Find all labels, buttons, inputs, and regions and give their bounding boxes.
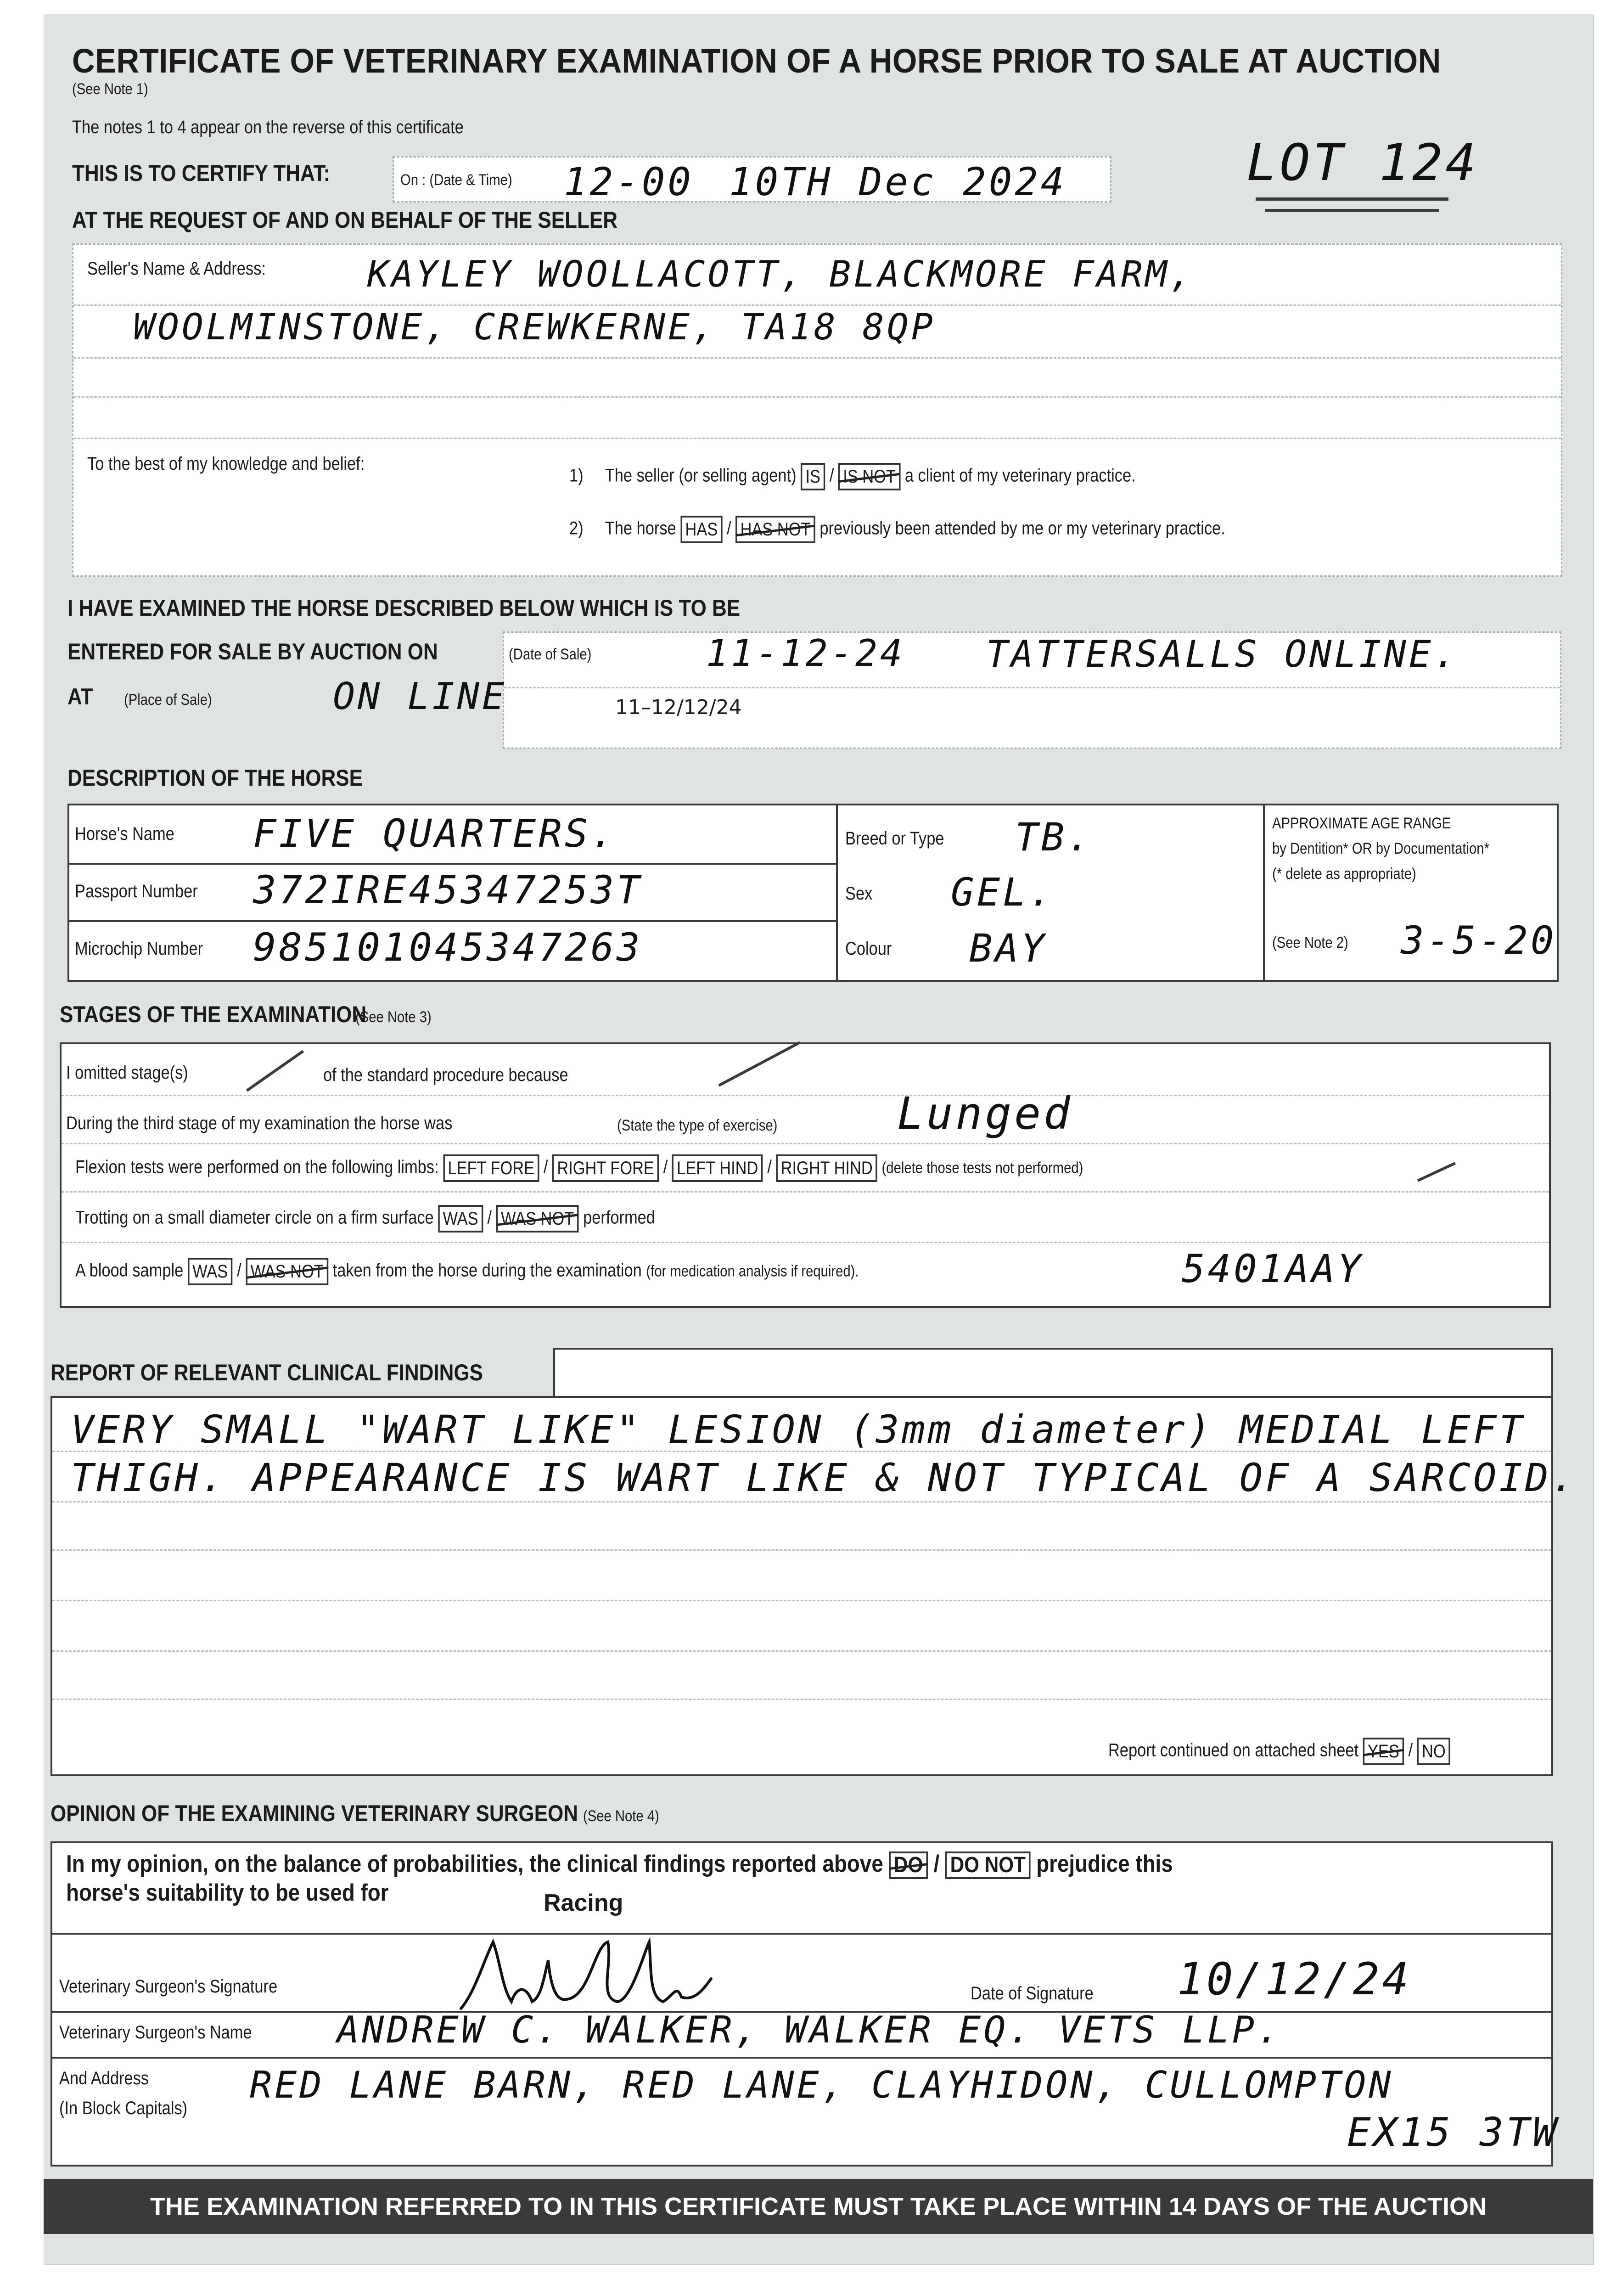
date-signature-value[interactable]: 10/12/24 — [1177, 1953, 1412, 2005]
seller-label: Seller's Name & Address: — [87, 259, 266, 279]
seller-line-1[interactable]: KAYLEY WOOLLACOTT, BLACKMORE FARM, — [367, 254, 1194, 295]
sale-date-value: 11-12-24 — [706, 632, 905, 675]
age-line-3: (* delete as appropriate) — [1272, 865, 1416, 883]
blood-was-not-option[interactable]: WAS NOT — [246, 1258, 328, 1285]
notes-line: The notes 1 to 4 appear on the reverse of this certificate — [72, 117, 464, 137]
on-label: On : (Date & Time) — [400, 171, 512, 189]
report-continued-label: Report continued on attached sheet — [1108, 1740, 1359, 1761]
breed-value[interactable]: TB. — [1015, 815, 1093, 860]
third-stage-value[interactable]: Lunged — [897, 1088, 1073, 1139]
signature-label: Veterinary Surgeon's Signature — [59, 1976, 278, 1997]
trotting-was-option[interactable]: WAS — [438, 1205, 483, 1232]
passport-label: Passport Number — [75, 881, 198, 901]
desc-divider-1 — [836, 805, 838, 980]
report-header-box — [553, 1348, 1553, 1398]
colour-label: Colour — [845, 939, 892, 959]
lot-underline-2 — [1265, 209, 1439, 212]
address-label: And Address — [59, 2068, 149, 2088]
sex-value[interactable]: GEL. — [951, 870, 1055, 915]
opinion-text-1: In my opinion, on the balance of probabilities, the clinical findings reported above — [66, 1851, 883, 1877]
opinion-box — [51, 1841, 1560, 2167]
report-rule-6 — [52, 1699, 1551, 1700]
lot-number: LOT 124 — [1246, 133, 1479, 192]
blood-label: A blood sample — [75, 1260, 184, 1281]
on-time-value: 12-00 — [564, 159, 694, 204]
flexion-right-fore[interactable]: RIGHT FORE — [552, 1154, 659, 1182]
opinion-see-note: (See Note 4) — [583, 1807, 659, 1825]
report-line-2: THIGH. APPEARANCE IS WART LIKE & NOT TYPICAL OF A SARCOID. — [71, 1455, 1577, 1500]
blood-hint: (for medication analysis if required). — [646, 1262, 859, 1280]
flexion-label: Flexion tests were performed on the following limbs: — [75, 1157, 439, 1177]
desc-row-rule-1 — [69, 863, 836, 865]
seller-is-option[interactable]: IS — [801, 463, 825, 490]
signature-drawing — [456, 1933, 713, 2013]
entered-label: ENTERED FOR SALE BY AUCTION ON — [67, 639, 438, 664]
item1-post: a client of my veterinary practice. — [904, 465, 1136, 486]
age-note: (See Note 2) — [1272, 934, 1348, 951]
continued-no-option[interactable]: NO — [1417, 1738, 1450, 1765]
flexion-row: Flexion tests were performed on the following limbs: LEFT FORE / RIGHT FORE / LEFT HIND / RIGHT HIND (delete those tests not performed) — [75, 1154, 1083, 1182]
sale-name-value: TATTERSALLS ONLINE. — [986, 633, 1459, 675]
item2-number: 2) — [569, 518, 584, 539]
horse-name-value[interactable]: FIVE QUARTERS. — [253, 811, 617, 856]
opinion-rule-3 — [52, 2057, 1551, 2059]
report-box[interactable] — [51, 1396, 1577, 1776]
seller-line-2[interactable]: WOOLMINSTONE, CREWKERNE, TA18 8QP — [133, 307, 936, 348]
knowledge-label: To the best of my knowledge and belief: — [87, 454, 365, 474]
third-stage-hint: (State the type of exercise) — [617, 1117, 778, 1134]
printed-sale-dates: 11–12/12/24 — [615, 696, 742, 719]
age-title: APPROXIMATE AGE RANGE — [1272, 815, 1451, 832]
item2-text: The horse — [605, 518, 676, 539]
seller-rule-3 — [73, 396, 1561, 398]
flexion-right-hind[interactable]: RIGHT HIND — [776, 1154, 877, 1182]
horse-name-label: Horse's Name — [75, 824, 174, 844]
opinion-use-value[interactable]: Racing — [544, 1890, 623, 1916]
report-rule-5 — [52, 1650, 1551, 1652]
opinion-do-option[interactable]: DO — [889, 1851, 927, 1879]
seller-rule-1 — [73, 304, 1561, 306]
stages-rule-4 — [62, 1242, 1549, 1243]
stages-see-note: (See Note 3) — [355, 1008, 432, 1026]
report-section-label: REPORT OF RELEVANT CLINICAL FINDINGS — [51, 1360, 483, 1385]
date-signature-label: Date of Signature — [971, 1983, 1094, 2003]
stages-heading — [60, 1001, 444, 1028]
flexion-tick — [1417, 1162, 1456, 1182]
seller-rule-2 — [73, 357, 1561, 359]
request-label: AT THE REQUEST OF AND ON BEHALF OF THE SELLER — [72, 207, 617, 233]
report-continued-row: Report continued on attached sheet YES / NO — [1108, 1738, 1450, 1765]
trotting-label: Trotting on a small diameter circle on a firm surface — [75, 1207, 434, 1228]
opinion-section-label: OPINION OF THE EXAMINING VETERINARY SURGEON — [51, 1801, 578, 1826]
on-date-value: 10TH Dec 2024 — [729, 159, 1067, 204]
see-note-1: (See Note 1) — [72, 80, 148, 98]
colour-value[interactable]: BAY — [969, 926, 1047, 971]
stages-rule-3 — [62, 1191, 1549, 1193]
trotting-was-not-option[interactable]: WAS NOT — [496, 1205, 579, 1232]
certify-label: THIS IS TO CERTIFY THAT: — [72, 160, 331, 186]
report-rule-2 — [52, 1501, 1551, 1503]
seller-is-not-option[interactable]: IS NOT — [838, 463, 900, 490]
stages-rule-1 — [62, 1095, 1549, 1096]
examined-label: I HAVE EXAMINED THE HORSE DESCRIBED BELOW WHICH IS TO BE — [67, 595, 741, 621]
place-label: (Place of Sale) — [124, 691, 212, 709]
knowledge-item-2: 2) The horse HAS / HAS NOT previously been attended by me or my veterinary practice. — [569, 516, 1225, 543]
sale-rule — [504, 687, 1560, 688]
blood-row: A blood sample WAS / WAS NOT taken from the horse during the examination (for medication analysis if required). — [75, 1258, 859, 1285]
vet-signature[interactable] — [456, 1933, 713, 2013]
sale-date-label: (Date of Sale) — [509, 646, 592, 663]
opinion-text-row: In my opinion, on the balance of probabilities, the clinical findings reported above DO / DO NOT prejudice this — [66, 1850, 1173, 1879]
stages-table — [60, 1042, 1551, 1308]
age-line-2: by Dentition* OR by Documentation* — [1272, 840, 1489, 857]
stages-section-label: STAGES OF THE EXAMINATION — [60, 1002, 367, 1027]
description-section-label: DESCRIPTION OF THE HORSE — [67, 765, 363, 791]
horse-has-not-option[interactable]: HAS NOT — [735, 516, 815, 543]
vet-postcode-value[interactable]: EX15 3TW — [1347, 2110, 1560, 2155]
seller-section — [72, 243, 1562, 577]
sex-label: Sex — [845, 884, 873, 904]
opinion-text-2: horse's suitability to be used for — [66, 1880, 389, 1906]
opinion-rule-1 — [52, 1933, 1551, 1935]
certificate-title: CERTIFICATE OF VETERINARY EXAMINATION OF A HORSE PRIOR TO SALE AT AUCTION — [72, 42, 1441, 80]
vet-address-value[interactable]: RED LANE BARN, RED LANE, CLAYHIDON, CULLOMPTON — [250, 2064, 1394, 2106]
report-line-1: VERY SMALL "WART LIKE" LESION (3mm diameter) MEDIAL LEFT — [71, 1407, 1526, 1452]
microchip-label: Microchip Number — [75, 939, 203, 959]
sale-date-field[interactable] — [503, 631, 1561, 749]
omitted-mid: of the standard procedure because — [323, 1065, 568, 1085]
vet-name-label: Veterinary Surgeon's Name — [59, 2022, 252, 2043]
address-label-2: (In Block Capitals) — [59, 2098, 188, 2118]
item1-number: 1) — [569, 465, 584, 486]
lot-underline-1 — [1256, 197, 1448, 201]
passport-value[interactable]: 372IRE45347253T — [253, 867, 643, 912]
microchip-value[interactable]: 985101045347263 — [253, 925, 643, 970]
description-table — [67, 804, 1559, 982]
seller-rule-4 — [73, 438, 1561, 439]
knowledge-item-1: 1) The seller (or selling agent) IS / IS NOT a client of my veterinary practice. — [569, 463, 1136, 490]
blood-post: taken from the horse during the examination — [332, 1260, 642, 1281]
flexion-left-fore[interactable]: LEFT FORE — [443, 1154, 539, 1182]
continued-yes-option[interactable]: YES — [1363, 1738, 1404, 1765]
blood-sample-value[interactable]: 5401AAY — [1182, 1246, 1364, 1291]
item2-post: previously been attended by me or my veterinary practice. — [819, 518, 1225, 539]
omitted-dash-2 — [718, 1041, 800, 1086]
at-label: AT — [67, 684, 93, 709]
desc-divider-2 — [1263, 805, 1265, 980]
place-value[interactable]: ON LINE — [333, 675, 507, 718]
stages-rule-2 — [62, 1143, 1549, 1144]
opinion-do-not-option[interactable]: DO NOT — [945, 1851, 1030, 1879]
third-stage-label: During the third stage of my examination the horse was — [66, 1113, 453, 1133]
trotting-row: Trotting on a small diameter circle on a firm surface WAS / WAS NOT performed — [75, 1205, 655, 1232]
trotting-post: performed — [583, 1207, 655, 1228]
report-rule-4 — [52, 1600, 1551, 1601]
blood-was-option[interactable]: WAS — [188, 1258, 233, 1285]
omitted-label: I omitted stage(s) — [66, 1063, 188, 1083]
report-rule-3 — [52, 1549, 1551, 1551]
flexion-left-hind[interactable]: LEFT HIND — [672, 1154, 763, 1182]
omitted-dash-1 — [246, 1050, 304, 1092]
vet-name-value[interactable]: ANDREW C. WALKER, WALKER EQ. VETS LLP. — [337, 2009, 1282, 2051]
opinion-heading — [51, 1800, 672, 1827]
age-value[interactable]: 3-5-20 — [1401, 918, 1557, 963]
flexion-hint: (delete those tests not performed) — [881, 1159, 1083, 1177]
certificate-sheet — [44, 14, 1593, 2264]
opinion-text-1-post: prejudice this — [1036, 1851, 1173, 1877]
desc-row-rule-2 — [69, 920, 836, 922]
footer-notice: THE EXAMINATION REFERRED TO IN THIS CERTIFICATE MUST TAKE PLACE WITHIN 14 DAYS OF THE AUCTION — [44, 2179, 1593, 2234]
breed-label: Breed or Type — [845, 828, 944, 849]
horse-has-option[interactable]: HAS — [680, 516, 722, 543]
item1-text: The seller (or selling agent) — [605, 465, 797, 486]
date-time-field[interactable] — [393, 156, 1111, 203]
